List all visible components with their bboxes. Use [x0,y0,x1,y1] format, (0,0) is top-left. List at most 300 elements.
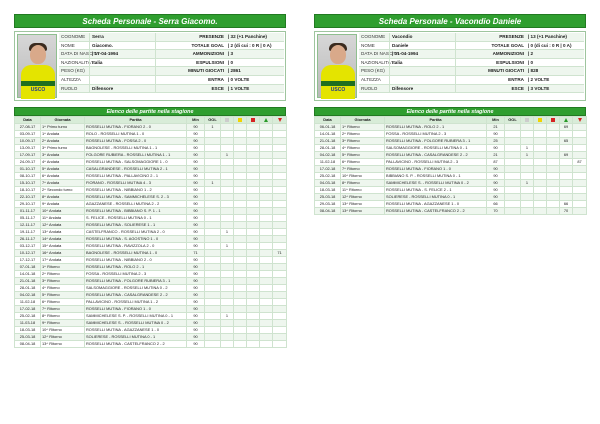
cell-red [247,124,260,131]
stat-value: | 0 [228,59,234,65]
cell-sub-out [573,187,587,194]
cell-yellow [234,194,247,201]
cell-yellow [234,187,247,194]
cell-goals [205,250,221,257]
cell-goals [205,194,221,201]
cell-red [247,341,260,348]
cell-sub-in [260,271,273,278]
cell-red [547,159,560,166]
profile-key: NOME [61,42,75,48]
cell-minutes: 90 [187,327,205,334]
cell-sub-in: 69 [560,152,573,159]
cell-date: 13-09-17 [15,145,41,152]
cell-sub-in: 70 [560,208,573,215]
cell-match: ROSSELLI MUTINA - S. AGOSTINO 1 - 0 [85,236,187,243]
col-date: Data [315,117,341,124]
cell-yellow [234,299,247,306]
cell-red [247,215,260,222]
profile-value [389,67,455,75]
cell-round: 3^ Ritorno [341,138,385,145]
cell-minutes: 90 [187,257,205,264]
cell-gray [221,201,234,208]
cell-date: 19-11-17 [15,229,41,236]
cell-yellow [534,152,547,159]
cell-round: 13^ Andata [41,229,85,236]
cell-date: 17-09-17 [15,152,41,159]
cell-gray [221,341,234,348]
cell-red [247,229,260,236]
cell-match: BAGNOLESE - ROSSELLI MUTINA 1 - 0 [85,250,187,257]
cell-round: 6^ Ritorno [41,299,85,306]
cell-gray [221,299,234,306]
profile-key: ALTEZZA [361,76,381,82]
stat-value: | 3 VOLTE [528,85,550,91]
cell-round: 3^ Ritorno [41,278,85,285]
cell-sub-in [260,278,273,285]
table-row [15,215,287,222]
cell-red [247,145,260,152]
cell-round: 1^ Ritorno [341,124,385,131]
table-row [315,166,587,173]
col-goals: GOL [205,117,221,124]
cell-yellow [234,138,247,145]
cell-gray [221,194,234,201]
cell-red [547,194,560,201]
match-table [14,116,287,348]
cell-goals [205,152,221,159]
cell-match: ROSSELLI MUTINA - CASALGRANDESE 2 - 2 [85,292,187,299]
cell-goals [205,341,221,348]
cell-goals [505,138,521,145]
gray-card-icon [521,117,534,124]
cell-round: 9^ Andata [41,201,85,208]
cell-yellow [234,320,247,327]
cell-goals [205,327,221,334]
cell-sub-out [273,229,287,236]
cell-yellow [234,257,247,264]
cell-red [247,313,260,320]
cell-sub-out [273,131,287,138]
table-row [315,173,587,180]
stat-key: TOTALE GOAL [155,42,226,50]
cell-sub-out [573,194,587,201]
profile-row [359,50,584,59]
cell-goals [205,236,221,243]
col-match: Partita [385,117,487,124]
cell-match: ROSSELLI MUTINA - CASTELFRANCO 2 - 2 [85,341,187,348]
table-row [15,250,287,257]
cell-red [247,208,260,215]
table-row [15,145,287,152]
table-row [315,208,587,215]
cell-minutes: 90 [187,313,205,320]
cell-yellow [234,208,247,215]
gray-card-icon [221,117,234,124]
profile-box [314,31,586,101]
cell-match: SOLIERESE - ROSSELLI MUTINA 0 - 1 [85,334,187,341]
cell-date: 06-01-18 [315,124,341,131]
yellow-card-icon [234,117,247,124]
cell-match: ROSSELLI MUTINA - NIBBIANO 1 - 2 [85,187,187,194]
cell-goals [205,271,221,278]
cell-yellow [234,131,247,138]
cell-round: 2^ Ritorno [41,271,85,278]
cell-red [547,208,560,215]
cell-match: SOLIERESE - ROSSELLI MUTINA 0 - 1 [385,194,487,201]
cell-match: SALSOMAGGIORE - ROSSELLI MUTINA 0 - 1 [385,145,487,152]
cell-sub-in [260,138,273,145]
cell-minutes: 90 [187,138,205,145]
cell-date: 03-12-17 [15,243,41,250]
cell-match: ROSSELLI MUTINA - CASALGRANDESE 2 - 2 [385,152,487,159]
table-row [15,152,287,159]
cell-date: 14-01-18 [15,271,41,278]
cell-sub-in [260,124,273,131]
cell-goals [205,208,221,215]
cell-red [547,173,560,180]
cell-sub-in [260,292,273,299]
player-photo [317,34,357,98]
cell-minutes: 21 [487,152,505,159]
stat-value: | 0 VOLTE [228,76,250,82]
table-row [15,131,287,138]
red-card-icon [547,117,560,124]
cell-yellow [534,180,547,187]
cell-sub-out [273,173,287,180]
cell-match: ROSSELLI MUTINA - FIORANO 2 - 0 [85,124,187,131]
cell-goals [205,187,221,194]
cell-date: 29-10-17 [15,201,41,208]
cell-yellow [534,173,547,180]
cell-sub-out [573,131,587,138]
cell-date: 25-02-18 [315,173,341,180]
cell-yellow [534,145,547,152]
cell-match: FOSSA - ROSSELLI MUTINA 2 - 3 [85,271,187,278]
profile-key: PESO (KG) [361,68,385,74]
cell-date: 10-09-17 [15,138,41,145]
cell-sub-in [260,222,273,229]
cell-round: 12^ Andata [41,222,85,229]
stat-value: | 2 (di cui : 0 R | 0 A) [228,42,272,48]
profile-row [59,50,284,59]
cell-goals [505,152,521,159]
cell-round: 7^ Andata [41,180,85,187]
cell-match: CASTELFRANCO - ROSSELLI MUTINA 2 - 0 [85,229,187,236]
cell-round: 6^ Andata [41,173,85,180]
profile-value: | 01-04-1994 [389,50,455,58]
cell-yellow [234,145,247,152]
cell-date: 04-03-18 [315,180,341,187]
cell-yellow [534,187,547,194]
cell-match: ROSSELLI MUTINA - FOLGORE RUBIERA 3 - 1 [385,138,487,145]
table-row [315,145,587,152]
table-row [15,285,287,292]
stat-value: | 32 (+1 Panchine) [228,34,267,39]
table-row [15,327,287,334]
cell-round: 11^ Andata [41,215,85,222]
cell-gray [221,180,234,187]
cell-match: PALLAVICINO - ROSSELLI MUTINA 2 - 3 [385,159,487,166]
cell-red [247,264,260,271]
cell-goals [505,159,521,166]
cell-sub-in [260,194,273,201]
cell-minutes: 90 [187,320,205,327]
cell-gray [221,166,234,173]
cell-round: 4^ Andata [41,159,85,166]
cell-date: 26-11-17 [15,236,41,243]
cell-round: 3^ Andata [41,152,85,159]
cell-date: 21-01-18 [15,278,41,285]
cell-match: FOLGORE RUBIERA - ROSSELLI MUTINA 1 - 1 [85,152,187,159]
stat-value: | 13 (+1 Panchine) [528,34,567,39]
sub-out-icon [573,117,587,124]
cell-match: ROSSELLI MUTINA - SALSOMAGGIORE 1 - 0 [85,159,187,166]
cell-red [247,334,260,341]
cell-red [547,145,560,152]
cell-round: 16^ Andata [41,250,85,257]
cell-yellow [234,278,247,285]
cell-red [247,278,260,285]
profile-value: Vacondio [389,33,455,41]
profile-key: COGNOME [61,34,86,39]
cell-date: 27-08-17 [15,124,41,131]
table-row [15,271,287,278]
cell-red [547,138,560,145]
cell-goals [205,222,221,229]
cell-round: 5^ Andata [41,166,85,173]
cell-round: 10^ Ritorno [341,173,385,180]
table-row [15,313,287,320]
cell-red [247,327,260,334]
cell-round: 10^ Andata [41,208,85,215]
cell-sub-out [573,173,587,180]
cell-goals [505,131,521,138]
col-minutes: Min [487,117,505,124]
profile-value: Difensore [389,85,455,93]
player-photo [17,34,57,98]
cell-sub-in [260,131,273,138]
cell-date: 01-11-17 [15,208,41,215]
cell-yellow [234,236,247,243]
match-list-title: Elenco delle partite nella stagione [314,107,586,116]
cell-yellow [234,341,247,348]
cell-minutes: 90 [187,152,205,159]
yellow-card-icon [534,117,547,124]
cell-red [247,243,260,250]
cell-red [247,285,260,292]
cell-sub-in [260,208,273,215]
cell-gray: 1 [221,313,234,320]
cell-minutes: 90 [187,201,205,208]
profile-key: DATA DI NASCITA [61,51,100,57]
red-card-icon [247,117,260,124]
cell-gray [221,208,234,215]
cell-minutes: 25 [487,138,505,145]
cell-sub-in: 66 [560,201,573,208]
match-table [314,116,587,215]
cell-sub-out [273,341,287,348]
cell-date: 22-10-17 [15,194,41,201]
cell-red [547,131,560,138]
profile-value: | 17-04-1994 [89,50,155,58]
col-round: Giornata [41,117,85,124]
table-row [15,208,287,215]
table-row [15,306,287,313]
table-row [315,152,587,159]
profile-row [59,59,284,68]
cell-match: FOSSA - ROSSELLI MUTINA 2 - 3 [385,131,487,138]
cell-sub-in: 65 [560,138,573,145]
table-row [315,187,587,194]
cell-match: ROSSELLI MUTINA - RAVIZZOLA 2 - 0 [85,243,187,250]
cell-gray [221,222,234,229]
cell-gray [221,320,234,327]
cell-round: 5^ Ritorno [341,152,385,159]
cell-sub-out [273,271,287,278]
table-row [15,124,287,131]
cell-goals [205,320,221,327]
cell-red [547,187,560,194]
cell-date: 25-02-18 [15,313,41,320]
cell-red [547,201,560,208]
stat-key: ESPULSIONI [155,59,226,67]
cell-match: ROSSELLI MUTINA - AGAZZANESE 1 - 0 [385,201,487,208]
table-row [15,159,287,166]
cell-yellow [234,159,247,166]
cell-sub-out [273,208,287,215]
cell-round: 13^ Ritorno [41,341,85,348]
cell-sub-out [573,201,587,208]
cell-sub-in [260,173,273,180]
cell-date: 28-01-18 [15,285,41,292]
cell-red [547,166,560,173]
cell-date: 08-04-18 [315,208,341,215]
cell-minutes: 90 [487,194,505,201]
cell-gray [221,145,234,152]
profile-value: Serra [89,33,155,41]
cell-round: 10^ Ritorno [41,327,85,334]
cell-match: ROSSELLI MUTINA - ROLO 2 - 1 [385,124,487,131]
cell-date: 04-02-18 [315,152,341,159]
cell-sub-in [260,145,273,152]
table-row [15,222,287,229]
cell-red [247,194,260,201]
cell-gray: 1 [221,243,234,250]
cell-match: BIBBIANO S. P. - ROSSELLI MUTINA 0 - 1 [385,173,487,180]
cell-round: 4^ Ritorno [41,285,85,292]
cell-sub-out: 87 [573,159,587,166]
table-row [15,299,287,306]
cell-minutes: 90 [187,341,205,348]
stat-value: | 2 [528,51,534,57]
cell-minutes: 90 [187,222,205,229]
cell-red [247,138,260,145]
cell-gray [221,236,234,243]
cell-yellow [234,285,247,292]
cell-minutes: 90 [187,187,205,194]
cell-yellow [234,306,247,313]
profile-row [59,33,284,42]
cell-sub-out: 71 [273,250,287,257]
cell-minutes: 90 [487,173,505,180]
table-row [15,334,287,341]
cell-date: 24-09-17 [15,159,41,166]
cell-sub-out [273,201,287,208]
cell-sub-in [260,320,273,327]
cell-sub-in [560,145,573,152]
cell-date: 18-03-18 [15,327,41,334]
cell-round: 12^ Ritorno [341,194,385,201]
cell-goals [205,229,221,236]
cell-sub-out [273,320,287,327]
cell-sub-in [260,334,273,341]
cell-date: 01-10-17 [15,166,41,173]
cell-match: ROSSELLI MUTINA - ROLO 2 - 1 [85,264,187,271]
cell-gray [221,292,234,299]
cell-goals [205,306,221,313]
profile-box [14,31,286,101]
cell-goals [205,138,221,145]
cell-sub-in [560,166,573,173]
cell-yellow [234,152,247,159]
stat-value: | 828 [528,68,539,74]
cell-sub-out [573,138,587,145]
cell-yellow [234,264,247,271]
cell-sub-in: 69 [560,124,573,131]
cell-minutes: 90 [487,131,505,138]
cell-date: 25-03-18 [315,194,341,201]
cell-sub-out [273,285,287,292]
cell-round: 2^ Andata [41,138,85,145]
profile-value: Italia [389,59,455,67]
sub-in-icon [560,117,573,124]
cell-goals [205,173,221,180]
cell-sub-out [273,278,287,285]
cell-minutes: 90 [487,145,505,152]
cell-sub-in [560,180,573,187]
cell-red [247,152,260,159]
table-row [15,264,287,271]
cell-match: SALSOMAGGIORE - ROSSELLI MUTINA 0 - 2 [85,285,187,292]
table-row [15,243,287,250]
cell-minutes: 90 [187,306,205,313]
cell-date: 28-01-18 [315,145,341,152]
cell-sub-out [273,264,287,271]
cell-date: 17-02-18 [315,166,341,173]
cell-sub-in [260,306,273,313]
profile-row [359,67,584,76]
profile-row [59,85,284,94]
cell-round: 8^ Ritorno [41,313,85,320]
table-row [15,341,287,348]
cell-sub-in [260,229,273,236]
cell-match: BAGNOLESE - ROSSELLI MUTINA 1 - 1 [85,145,187,152]
cell-gray [521,138,534,145]
cell-goals [205,299,221,306]
cell-gray [221,173,234,180]
cell-date: 29-03-18 [315,201,341,208]
cell-gray [221,215,234,222]
cell-yellow [234,201,247,208]
cell-round: 5^ Ritorno [41,292,85,299]
cell-yellow [234,124,247,131]
cell-date: 18-10-17 [15,187,41,194]
table-row [15,292,287,299]
cell-minutes: 70 [487,208,505,215]
cell-round: 3^ Primo turno [41,145,85,152]
cell-date: 18-03-18 [315,187,341,194]
profile-row [359,59,584,68]
